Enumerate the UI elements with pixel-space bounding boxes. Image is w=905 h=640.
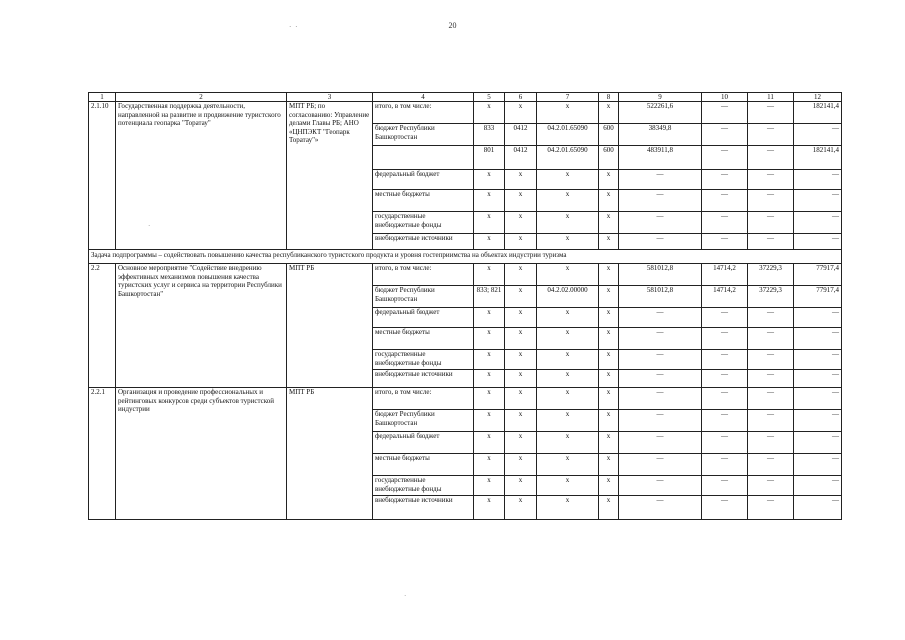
admin-code: x xyxy=(474,410,505,432)
section-code: x xyxy=(505,350,537,370)
amount-total: 38349,8 xyxy=(619,124,702,146)
amount-year-3: — xyxy=(794,308,842,328)
amount-total: 581012,8 xyxy=(619,286,702,308)
funding-source: государственные внебюджетные фонды xyxy=(373,350,474,370)
amount-year-2: — xyxy=(748,146,794,170)
executor: МПТ РБ; по согласованию: Управление делами Главы РБ; АНО «ЦНПЭКТ "Геопарк Торатау"» xyxy=(287,102,373,250)
target-article: x xyxy=(537,410,599,432)
target-article: 04.2.01.65090 xyxy=(537,146,599,170)
amount-year-1: — xyxy=(702,432,748,454)
task-text: Задача подпрограммы – содействовать повышению качества республиканского туристского продукта и уровня гостеприимства на объектах индустрии туризма xyxy=(89,250,842,264)
section-code: x xyxy=(505,432,537,454)
amount-year-2: — xyxy=(748,212,794,234)
expense-type: 600 xyxy=(599,146,619,170)
amount-year-2: — xyxy=(748,496,794,520)
target-article: x xyxy=(537,328,599,350)
amount-year-3: — xyxy=(794,170,842,190)
amount-total: — xyxy=(619,328,702,350)
section-code: x xyxy=(505,170,537,190)
target-article: 04.2.01.65090 xyxy=(537,124,599,146)
target-article: 04.2.02.00000 xyxy=(537,286,599,308)
scan-artifact: · xyxy=(404,592,407,600)
amount-year-3: — xyxy=(794,212,842,234)
section-code: 0412 xyxy=(505,146,537,170)
scan-artifact: · xyxy=(148,222,151,230)
funding-source: бюджет Республики Башкортостан xyxy=(373,410,474,432)
amount-year-3: — xyxy=(794,190,842,212)
expense-type: x xyxy=(599,190,619,212)
column-number: 10 xyxy=(702,93,748,102)
amount-year-2: — xyxy=(748,170,794,190)
amount-year-3: — xyxy=(794,370,842,388)
amount-year-1: — xyxy=(702,102,748,124)
page-number: 20 xyxy=(448,21,457,30)
amount-total: — xyxy=(619,212,702,234)
amount-total: — xyxy=(619,190,702,212)
funding-source: местные бюджеты xyxy=(373,190,474,212)
funding-source: федеральный бюджет xyxy=(373,432,474,454)
expense-type: x xyxy=(599,432,619,454)
funding-source: государственные внебюджетные фонды xyxy=(373,212,474,234)
amount-total: 581012,8 xyxy=(619,264,702,286)
admin-code: x xyxy=(474,454,505,476)
target-article: x xyxy=(537,350,599,370)
admin-code: x xyxy=(474,234,505,250)
amount-year-3: — xyxy=(794,432,842,454)
expense-type: x xyxy=(599,308,619,328)
amount-year-2: — xyxy=(748,328,794,350)
amount-total: — xyxy=(619,388,702,410)
target-article: x xyxy=(537,264,599,286)
amount-year-3: — xyxy=(794,410,842,432)
funding-source: местные бюджеты xyxy=(373,328,474,350)
amount-total: — xyxy=(619,410,702,432)
target-article: x xyxy=(537,454,599,476)
section-code: x xyxy=(505,328,537,350)
amount-year-1: — xyxy=(702,350,748,370)
expense-type: x xyxy=(599,410,619,432)
amount-year-3: — xyxy=(794,328,842,350)
admin-code: x xyxy=(474,264,505,286)
expense-type: x xyxy=(599,388,619,410)
amount-year-2: — xyxy=(748,454,794,476)
expense-type: x xyxy=(599,286,619,308)
funding-source: внебюджетные источники xyxy=(373,496,474,520)
amount-year-1: 14714,2 xyxy=(702,286,748,308)
column-number: 5 xyxy=(474,93,505,102)
admin-code: x xyxy=(474,328,505,350)
amount-year-2: — xyxy=(748,350,794,370)
expense-type: x xyxy=(599,454,619,476)
admin-code: 833 xyxy=(474,124,505,146)
funding-source: внебюджетные источники xyxy=(373,370,474,388)
column-number: 12 xyxy=(794,93,842,102)
expense-type: 600 xyxy=(599,124,619,146)
admin-code: x xyxy=(474,308,505,328)
admin-code: 833; 821 xyxy=(474,286,505,308)
amount-total: — xyxy=(619,308,702,328)
amount-total: — xyxy=(619,476,702,496)
amount-year-1: — xyxy=(702,308,748,328)
amount-year-3: 77917,4 xyxy=(794,264,842,286)
amount-year-2: — xyxy=(748,102,794,124)
amount-year-1: — xyxy=(702,410,748,432)
section-code: x xyxy=(505,370,537,388)
target-article: x xyxy=(537,496,599,520)
amount-year-1: — xyxy=(702,496,748,520)
amount-year-2: — xyxy=(748,190,794,212)
section-code: x xyxy=(505,308,537,328)
amount-year-3: 182141,4 xyxy=(794,146,842,170)
funding-table xyxy=(88,92,842,520)
amount-year-2: — xyxy=(748,432,794,454)
admin-code: x xyxy=(474,432,505,454)
amount-year-1: — xyxy=(702,370,748,388)
amount-year-1: — xyxy=(702,170,748,190)
measure-title: Организация и проведение профессиональных и рейтинговых конкурсов среди субъектов туристской индустрии xyxy=(116,388,287,520)
funding-source: итого, в том числе: xyxy=(373,102,474,124)
amount-year-3: — xyxy=(794,476,842,496)
admin-code: x xyxy=(474,476,505,496)
column-number: 9 xyxy=(619,93,702,102)
funding-source: государственные внебюджетные фонды xyxy=(373,476,474,496)
amount-year-2: 37229,3 xyxy=(748,286,794,308)
scan-artifact: · · xyxy=(289,23,299,31)
amount-total: — xyxy=(619,234,702,250)
section-code: x xyxy=(505,212,537,234)
amount-year-3: 182141,4 xyxy=(794,102,842,124)
target-article: x xyxy=(537,388,599,410)
target-article: x xyxy=(537,212,599,234)
admin-code: x xyxy=(474,102,505,124)
section-code: 0412 xyxy=(505,124,537,146)
target-article: x xyxy=(537,308,599,328)
expense-type: x xyxy=(599,264,619,286)
amount-year-3: — xyxy=(794,124,842,146)
table-row xyxy=(89,264,842,286)
amount-year-3: 77917,4 xyxy=(794,286,842,308)
expense-type: x xyxy=(599,496,619,520)
amount-total: — xyxy=(619,496,702,520)
measure-title: Основное мероприятие "Содействие внедрению эффективных механизмов повышения качества туристских услуг и сервиса на территории Республики Башкортостан" xyxy=(116,264,287,388)
funding-source: итого, в том числе: xyxy=(373,264,474,286)
admin-code: x xyxy=(474,212,505,234)
amount-year-3: — xyxy=(794,454,842,476)
amount-total: — xyxy=(619,170,702,190)
target-article: x xyxy=(537,102,599,124)
section-code: x xyxy=(505,264,537,286)
section-code: x xyxy=(505,496,537,520)
target-article: x xyxy=(537,190,599,212)
section-code: x xyxy=(505,476,537,496)
admin-code: x xyxy=(474,170,505,190)
amount-year-1: — xyxy=(702,190,748,212)
expense-type: x xyxy=(599,476,619,496)
admin-code: x xyxy=(474,350,505,370)
target-article: x xyxy=(537,476,599,496)
amount-year-2: — xyxy=(748,234,794,250)
amount-total: — xyxy=(619,370,702,388)
amount-year-2: — xyxy=(748,308,794,328)
amount-year-1: 14714,2 xyxy=(702,264,748,286)
amount-total: — xyxy=(619,432,702,454)
amount-year-1: — xyxy=(702,328,748,350)
funding-source: итого, в том числе: xyxy=(373,388,474,410)
amount-year-3: — xyxy=(794,234,842,250)
column-number: 1 xyxy=(89,93,116,102)
target-article: x xyxy=(537,234,599,250)
amount-total: 483911,8 xyxy=(619,146,702,170)
expense-type: x xyxy=(599,212,619,234)
amount-year-1: — xyxy=(702,212,748,234)
amount-year-1: — xyxy=(702,454,748,476)
amount-year-2: 37229,3 xyxy=(748,264,794,286)
amount-year-3: — xyxy=(794,350,842,370)
amount-total: 522261,6 xyxy=(619,102,702,124)
amount-year-2: — xyxy=(748,124,794,146)
expense-type: x xyxy=(599,170,619,190)
amount-year-3: — xyxy=(794,388,842,410)
column-number: 8 xyxy=(599,93,619,102)
measure-code: 2.2 xyxy=(89,264,116,388)
expense-type: x xyxy=(599,350,619,370)
section-code: x xyxy=(505,190,537,212)
amount-total: — xyxy=(619,350,702,370)
measure-code: 2.1.10 xyxy=(89,102,116,250)
amount-year-1: — xyxy=(702,234,748,250)
measure-code: 2.2.1 xyxy=(89,388,116,520)
amount-total: — xyxy=(619,454,702,476)
column-number: 11 xyxy=(748,93,794,102)
amount-year-2: — xyxy=(748,370,794,388)
column-number: 4 xyxy=(373,93,474,102)
funding-source: федеральный бюджет xyxy=(373,170,474,190)
target-article: x xyxy=(537,432,599,454)
header-row xyxy=(89,93,842,102)
expense-type: x xyxy=(599,328,619,350)
target-article: x xyxy=(537,370,599,388)
section-code: x xyxy=(505,286,537,308)
funding-source: бюджет Республики Башкортостан xyxy=(373,286,474,308)
admin-code: x xyxy=(474,388,505,410)
section-code: x xyxy=(505,388,537,410)
task-row xyxy=(89,250,842,264)
admin-code: x xyxy=(474,190,505,212)
executor: МПТ РБ xyxy=(287,264,373,388)
funding-source: федеральный бюджет xyxy=(373,308,474,328)
admin-code: 801 xyxy=(474,146,505,170)
amount-year-1: — xyxy=(702,124,748,146)
table-row xyxy=(89,102,842,124)
admin-code: x xyxy=(474,370,505,388)
expense-type: x xyxy=(599,234,619,250)
amount-year-2: — xyxy=(748,410,794,432)
column-number: 3 xyxy=(287,93,373,102)
column-number: 6 xyxy=(505,93,537,102)
amount-year-2: — xyxy=(748,476,794,496)
section-code: x xyxy=(505,454,537,476)
funding-source xyxy=(373,146,474,170)
expense-type: x xyxy=(599,102,619,124)
expense-type: x xyxy=(599,370,619,388)
amount-year-1: — xyxy=(702,388,748,410)
amount-year-1: — xyxy=(702,146,748,170)
measure-title: Государственная поддержка деятельности, направленной на развитие и продвижение туристского потенциала геопарка "Торатау" xyxy=(116,102,287,250)
funding-source: местные бюджеты xyxy=(373,454,474,476)
table-row xyxy=(89,388,842,410)
column-number: 2 xyxy=(116,93,287,102)
amount-year-1: — xyxy=(702,476,748,496)
section-code: x xyxy=(505,410,537,432)
executor: МПТ РБ xyxy=(287,388,373,520)
funding-source: внебюджетные источники xyxy=(373,234,474,250)
amount-year-3: — xyxy=(794,496,842,520)
admin-code: x xyxy=(474,496,505,520)
column-number: 7 xyxy=(537,93,599,102)
section-code: x xyxy=(505,102,537,124)
amount-year-2: — xyxy=(748,388,794,410)
section-code: x xyxy=(505,234,537,250)
funding-source: бюджет Республики Башкортостан xyxy=(373,124,474,146)
target-article: x xyxy=(537,170,599,190)
